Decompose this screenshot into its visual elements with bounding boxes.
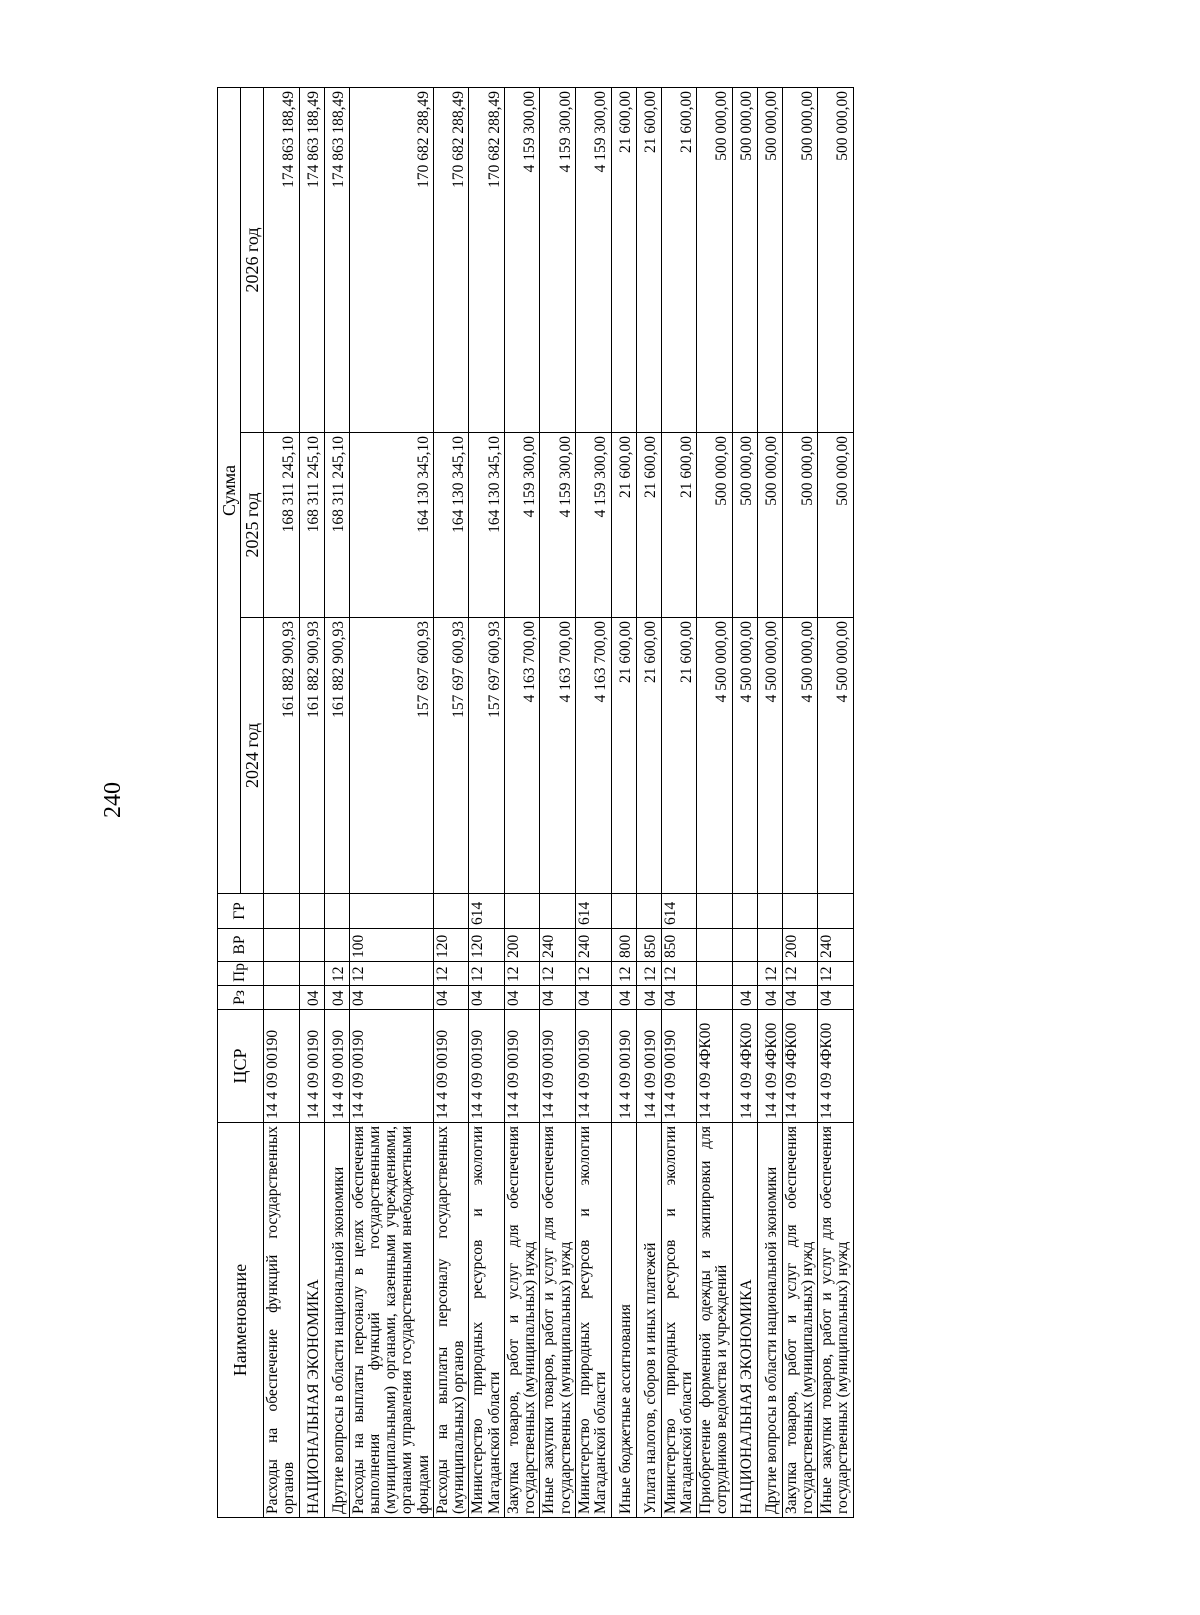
- cell-pr: 12: [818, 962, 854, 986]
- cell-csr: 14 4 09 4ФК00: [732, 1010, 757, 1123]
- cell-2025: 164 130 345,10: [469, 433, 505, 618]
- cell-2025: 500 000,00: [732, 433, 757, 618]
- cell-2026: 170 682 288,49: [349, 87, 433, 432]
- cell-2026: 4 159 300,00: [575, 87, 611, 432]
- cell-vr: [324, 929, 349, 962]
- cell-2025: 4 159 300,00: [575, 433, 611, 618]
- cell-vr: 850: [636, 929, 661, 962]
- page-number: 240: [100, 782, 126, 818]
- cell-2024: 161 882 900,93: [324, 618, 349, 894]
- cell-pr: [697, 962, 733, 986]
- header-gr: ГР: [218, 894, 264, 929]
- cell-pr: 12: [504, 962, 540, 986]
- cell-pr: 12: [661, 962, 697, 986]
- cell-vr: 120: [433, 929, 469, 962]
- cell-name: Другие вопросы в области национальной экономики: [324, 1123, 349, 1518]
- cell-csr: 14 4 09 00190: [349, 1010, 433, 1123]
- header-year-2025: 2025 год: [241, 433, 264, 618]
- cell-2024: 4 500 000,00: [757, 618, 782, 894]
- cell-pr: 12: [469, 962, 505, 986]
- table-header: [218, 87, 264, 1517]
- cell-name: Иные бюджетные ассигнования: [611, 1123, 636, 1518]
- cell-2026: 21 600,00: [636, 87, 661, 432]
- cell-vr: [697, 929, 733, 962]
- cell-2025: 500 000,00: [782, 433, 818, 618]
- cell-2026: 21 600,00: [611, 87, 636, 432]
- cell-name: Министерство природных ресурсов и экологии Магаданской области: [469, 1123, 505, 1518]
- cell-rz: 04: [299, 986, 324, 1010]
- cell-name: Расходы на обеспечение функций государственных органов: [264, 1123, 300, 1518]
- cell-2024: 4 163 700,00: [504, 618, 540, 894]
- cell-name: Расходы на выплаты персоналу в целях обеспечения выполнения функций государственными (муниципальными) органами, казенными учреждениями, органами управления государственными внебюджетными фондами: [349, 1123, 433, 1518]
- table-row: [818, 87, 854, 1517]
- cell-gr: [732, 894, 757, 929]
- cell-name: Уплата налогов, сборов и иных платежей: [636, 1123, 661, 1518]
- table-row: [540, 87, 576, 1517]
- cell-vr: 200: [782, 929, 818, 962]
- cell-2025: 164 130 345,10: [349, 433, 433, 618]
- cell-name: Другие вопросы в области национальной экономики: [757, 1123, 782, 1518]
- table-row: [504, 87, 540, 1517]
- cell-2026: 500 000,00: [697, 87, 733, 432]
- cell-name: Министерство природных ресурсов и экологии Магаданской области: [575, 1123, 611, 1518]
- table-row: [697, 87, 733, 1517]
- table-row: [732, 87, 757, 1517]
- table-row: [757, 87, 782, 1517]
- cell-csr: 14 4 09 00190: [433, 1010, 469, 1123]
- cell-vr: [757, 929, 782, 962]
- cell-vr: [732, 929, 757, 962]
- cell-2026: 170 682 288,49: [469, 87, 505, 432]
- cell-vr: 100: [349, 929, 433, 962]
- cell-2026: 500 000,00: [757, 87, 782, 432]
- cell-rz: 04: [433, 986, 469, 1010]
- cell-vr: 240: [540, 929, 576, 962]
- cell-name: Закупка товаров, работ и услуг для обеспечения государственных (муниципальных) нужд: [782, 1123, 818, 1518]
- cell-name: Приобретение форменной одежды и экипировки для сотрудников ведомства и учреждений: [697, 1123, 733, 1518]
- cell-rz: 04: [782, 986, 818, 1010]
- cell-vr: 800: [611, 929, 636, 962]
- cell-gr: [299, 894, 324, 929]
- cell-csr: 14 4 09 4ФК00: [757, 1010, 782, 1123]
- cell-pr: [264, 962, 300, 986]
- cell-csr: 14 4 09 4ФК00: [782, 1010, 818, 1123]
- cell-rz: [264, 986, 300, 1010]
- cell-csr: 14 4 09 00190: [299, 1010, 324, 1123]
- cell-vr: 850: [661, 929, 697, 962]
- cell-rz: 04: [732, 986, 757, 1010]
- cell-2024: 4 163 700,00: [575, 618, 611, 894]
- cell-2024: 161 882 900,93: [264, 618, 300, 894]
- cell-csr: 14 4 09 00190: [661, 1010, 697, 1123]
- cell-pr: [732, 962, 757, 986]
- table-row: [575, 87, 611, 1517]
- cell-2025: 164 130 345,10: [433, 433, 469, 618]
- cell-2026: 500 000,00: [782, 87, 818, 432]
- cell-pr: 12: [636, 962, 661, 986]
- table-row: [264, 87, 300, 1517]
- cell-csr: 14 4 09 00190: [324, 1010, 349, 1123]
- cell-2026: 170 682 288,49: [433, 87, 469, 432]
- cell-rz: 04: [575, 986, 611, 1010]
- table-row: [636, 87, 661, 1517]
- header-vr: ВР: [218, 929, 264, 962]
- cell-pr: 12: [433, 962, 469, 986]
- cell-2025: 500 000,00: [818, 433, 854, 618]
- cell-csr: 14 4 09 4ФК00: [818, 1010, 854, 1123]
- cell-gr: [264, 894, 300, 929]
- cell-csr: 14 4 09 00190: [636, 1010, 661, 1123]
- cell-2025: 168 311 245,10: [324, 433, 349, 618]
- cell-csr: 14 4 09 00190: [504, 1010, 540, 1123]
- cell-pr: 12: [349, 962, 433, 986]
- cell-2026: 21 600,00: [661, 87, 697, 432]
- cell-2025: 168 311 245,10: [264, 433, 300, 618]
- cell-csr: 14 4 09 00190: [264, 1010, 300, 1123]
- cell-name: Иные закупки товаров, работ и услуг для обеспечения государственных (муниципальных) нужд: [540, 1123, 576, 1518]
- cell-name: Закупка товаров, работ и услуг для обеспечения государственных (муниципальных) нужд: [504, 1123, 540, 1518]
- cell-2026: 4 159 300,00: [540, 87, 576, 432]
- cell-csr: 14 4 09 00190: [540, 1010, 576, 1123]
- cell-2026: 500 000,00: [732, 87, 757, 432]
- cell-vr: 120: [469, 929, 505, 962]
- cell-2026: 174 863 188,49: [299, 87, 324, 432]
- header-year-2026: 2026 год: [241, 87, 264, 432]
- cell-vr: [264, 929, 300, 962]
- cell-2024: 4 500 000,00: [818, 618, 854, 894]
- cell-pr: 12: [611, 962, 636, 986]
- cell-rz: 04: [636, 986, 661, 1010]
- cell-vr: 200: [504, 929, 540, 962]
- cell-2025: 500 000,00: [757, 433, 782, 618]
- cell-2024: 4 500 000,00: [782, 618, 818, 894]
- cell-pr: 12: [575, 962, 611, 986]
- cell-2025: 21 600,00: [611, 433, 636, 618]
- cell-2024: 157 697 600,93: [349, 618, 433, 894]
- cell-gr: [757, 894, 782, 929]
- cell-name: НАЦИОНАЛЬНАЯ ЭКОНОМИКА: [732, 1123, 757, 1518]
- cell-2024: 4 163 700,00: [540, 618, 576, 894]
- cell-2026: 174 863 188,49: [324, 87, 349, 432]
- cell-rz: 04: [818, 986, 854, 1010]
- header-rz: Рз: [218, 986, 264, 1010]
- cell-pr: 12: [757, 962, 782, 986]
- cell-2025: 500 000,00: [697, 433, 733, 618]
- cell-rz: 04: [611, 986, 636, 1010]
- cell-gr: [611, 894, 636, 929]
- cell-gr: [349, 894, 433, 929]
- cell-gr: [782, 894, 818, 929]
- cell-2026: 500 000,00: [818, 87, 854, 432]
- cell-vr: [299, 929, 324, 962]
- table-row: [469, 87, 505, 1517]
- cell-pr: 12: [782, 962, 818, 986]
- cell-rz: 04: [540, 986, 576, 1010]
- cell-2025: 4 159 300,00: [540, 433, 576, 618]
- cell-gr: [504, 894, 540, 929]
- cell-2026: 4 159 300,00: [504, 87, 540, 432]
- cell-gr: 614: [469, 894, 505, 929]
- cell-vr: 240: [575, 929, 611, 962]
- cell-2024: 157 697 600,93: [469, 618, 505, 894]
- cell-2024: 21 600,00: [636, 618, 661, 894]
- cell-rz: 04: [324, 986, 349, 1010]
- cell-rz: 04: [661, 986, 697, 1010]
- cell-gr: [433, 894, 469, 929]
- cell-2024: 4 500 000,00: [732, 618, 757, 894]
- header-pr: Пр: [218, 962, 264, 986]
- cell-2025: 21 600,00: [636, 433, 661, 618]
- table-row: [349, 87, 433, 1517]
- cell-rz: 04: [469, 986, 505, 1010]
- cell-2024: 4 500 000,00: [697, 618, 733, 894]
- cell-gr: [636, 894, 661, 929]
- header-csr: ЦСР: [218, 1010, 264, 1123]
- cell-rz: 04: [504, 986, 540, 1010]
- header-name: Наименование: [218, 1123, 264, 1518]
- cell-csr: 14 4 09 00190: [469, 1010, 505, 1123]
- cell-gr: 614: [661, 894, 697, 929]
- header-row-1: [218, 87, 241, 1517]
- budget-table: [217, 87, 854, 1518]
- cell-rz: 04: [349, 986, 433, 1010]
- table-row: [782, 87, 818, 1517]
- cell-2024: 21 600,00: [661, 618, 697, 894]
- table-row: [611, 87, 636, 1517]
- cell-name: Министерство природных ресурсов и экологии Магаданской области: [661, 1123, 697, 1518]
- cell-2025: 4 159 300,00: [504, 433, 540, 618]
- cell-rz: 04: [757, 986, 782, 1010]
- cell-gr: [324, 894, 349, 929]
- cell-csr: 14 4 09 4ФК00: [697, 1010, 733, 1123]
- header-year-2024: 2024 год: [241, 618, 264, 894]
- table-body: [264, 87, 854, 1517]
- cell-csr: 14 4 09 00190: [611, 1010, 636, 1123]
- cell-pr: [299, 962, 324, 986]
- cell-gr: [540, 894, 576, 929]
- cell-csr: 14 4 09 00190: [575, 1010, 611, 1123]
- cell-2024: 157 697 600,93: [433, 618, 469, 894]
- table-row: [299, 87, 324, 1517]
- cell-2025: 168 311 245,10: [299, 433, 324, 618]
- table-row: [324, 87, 349, 1517]
- cell-name: Расходы на выплаты персоналу государственных (муниципальных) органов: [433, 1123, 469, 1518]
- cell-2024: 161 882 900,93: [299, 618, 324, 894]
- cell-2026: 174 863 188,49: [264, 87, 300, 432]
- cell-vr: 240: [818, 929, 854, 962]
- header-sum: Сумма: [218, 87, 241, 893]
- table-row: [661, 87, 697, 1517]
- cell-rz: [697, 986, 733, 1010]
- cell-gr: [818, 894, 854, 929]
- cell-gr: [697, 894, 733, 929]
- cell-gr: 614: [575, 894, 611, 929]
- cell-name: Иные закупки товаров, работ и услуг для обеспечения государственных (муниципальных) нужд: [818, 1123, 854, 1518]
- cell-pr: 12: [540, 962, 576, 986]
- cell-2024: 21 600,00: [611, 618, 636, 894]
- cell-2025: 21 600,00: [661, 433, 697, 618]
- rotated-table-container: [217, 88, 1097, 1518]
- cell-name: НАЦИОНАЛЬНАЯ ЭКОНОМИКА: [299, 1123, 324, 1518]
- cell-pr: 12: [324, 962, 349, 986]
- table-row: [433, 87, 469, 1517]
